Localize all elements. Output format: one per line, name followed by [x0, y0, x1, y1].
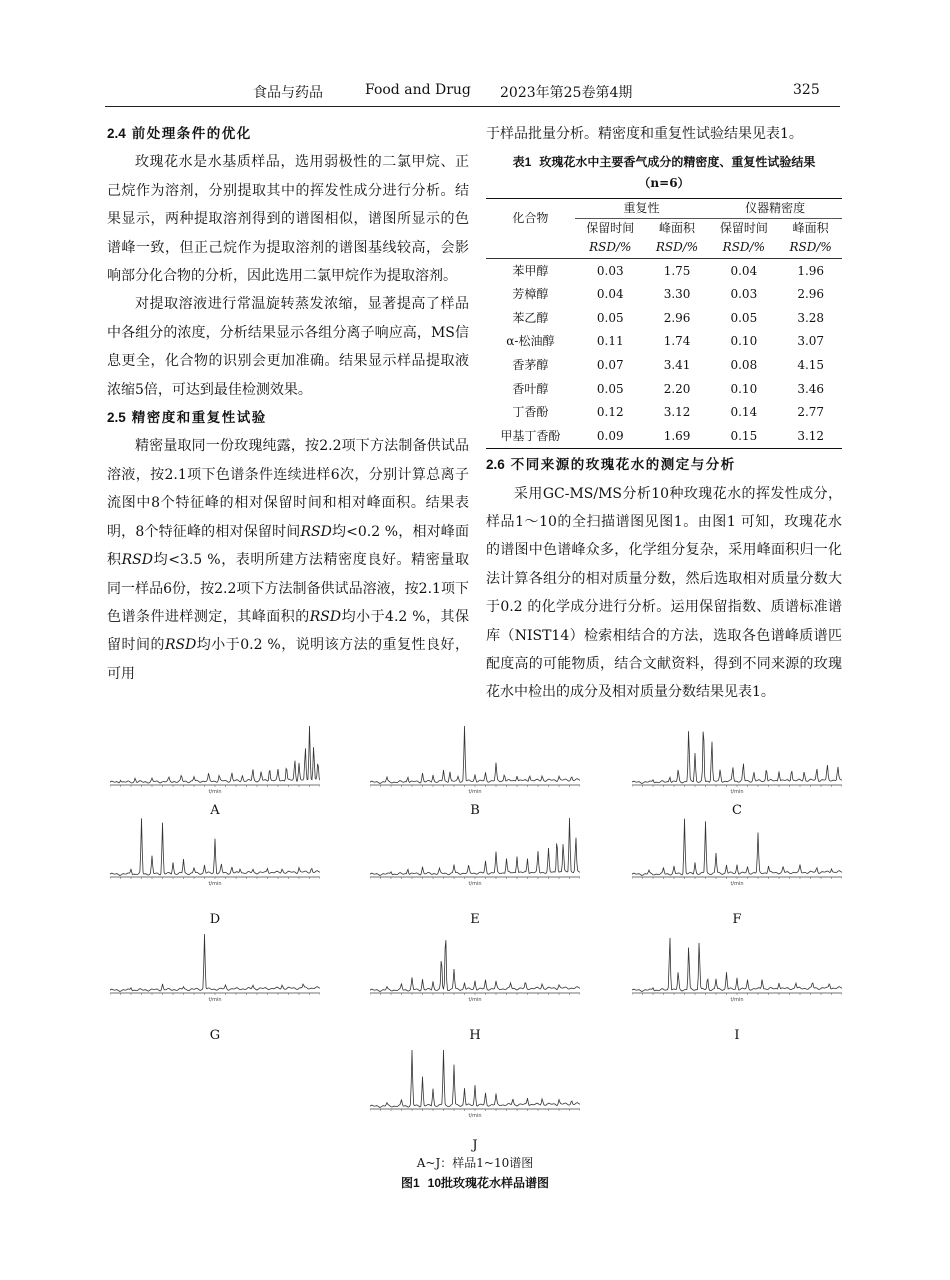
- table-row: [486, 377, 842, 401]
- value-cell: 3.41: [663, 358, 691, 373]
- chromatogram-trace: [370, 726, 580, 783]
- value-cell: 0.08: [730, 358, 758, 373]
- chromatogram-panel: [370, 816, 580, 886]
- chromatogram-panel: [632, 932, 842, 1002]
- compound-name-cell: 苯乙醇: [512, 310, 549, 325]
- value-cell: 1.75: [663, 263, 691, 278]
- value-cell: 0.14: [730, 405, 758, 420]
- col-group-repeatability: 重复性: [575, 199, 709, 219]
- panel-label: I: [734, 1028, 740, 1043]
- compound-name-cell: α-松油醇: [506, 334, 555, 349]
- value-cell: 0.05: [596, 310, 624, 325]
- table-row: [486, 259, 842, 283]
- value-cell: 0.10: [730, 381, 758, 396]
- value-cell: 0.10: [730, 334, 758, 349]
- value-cell: 2.96: [663, 310, 691, 325]
- chromatogram-plot: [370, 932, 580, 1002]
- value-cell: 0.15: [708, 425, 779, 449]
- chromatogram-plot: [110, 724, 320, 794]
- value-cell: 0.12: [596, 405, 624, 420]
- col-header-rt: 保留时间: [586, 221, 635, 236]
- chromatogram-plot: [632, 816, 842, 886]
- value-cell: 0.04: [596, 287, 624, 302]
- chromatogram-plot: [370, 1048, 580, 1118]
- col-header-compound: 化合物: [486, 199, 575, 239]
- running-header: [105, 82, 840, 104]
- table-row: [486, 283, 842, 307]
- table-row: [486, 425, 842, 449]
- col-group-precision: 仪器精密度: [708, 199, 842, 219]
- table-row: [486, 354, 842, 378]
- panel-label: G: [209, 1028, 221, 1043]
- compound-name-cell: 芳樟醇: [512, 287, 549, 302]
- value-cell: 3.28: [797, 310, 825, 325]
- value-cell: 0.07: [596, 358, 624, 373]
- paragraph: 对提取溶液进行常温旋转蒸发浓缩，显著提高了样品中各组分的浓度，分析结果显示各组分离子响应高，MS信息更全，化合物的识别会更加准确。结果显示样品提取液浓缩5倍，可达到最佳检测效果。: [107, 296, 469, 398]
- value-cell: 0.09: [575, 425, 646, 449]
- chromatogram-panel: [632, 724, 842, 794]
- panel-label: H: [469, 1028, 481, 1043]
- chromatogram-plot: [110, 816, 320, 886]
- chromatogram-plot: [632, 724, 842, 794]
- value-cell: 0.05: [730, 310, 758, 325]
- chromatogram-trace: [370, 1050, 580, 1107]
- value-cell: 1.69: [646, 425, 709, 449]
- value-cell: 3.12: [663, 405, 691, 420]
- paragraph-continuation: 于样品批量分析。精密度和重复性试验结果见表1。: [486, 126, 803, 142]
- issue-info: 2023年第25卷第4期: [500, 85, 633, 101]
- x-axis-label: t/min: [468, 997, 482, 1002]
- x-axis-label: t/min: [730, 997, 744, 1002]
- chromatogram-trace: [632, 819, 842, 876]
- chromatogram-plot: [632, 932, 842, 1002]
- value-cell: 3.12: [779, 425, 842, 449]
- col-header-rt: 保留时间: [719, 221, 768, 236]
- table-row: [486, 330, 842, 354]
- x-axis-label: t/min: [208, 997, 222, 1002]
- unit-label: RSD/%: [646, 238, 709, 259]
- chromatogram-trace: [632, 731, 842, 783]
- chromatogram-panel: [370, 932, 580, 1002]
- left-column: [107, 120, 469, 688]
- right-column: [486, 120, 842, 707]
- panel-label: E: [470, 912, 480, 927]
- panel-label: F: [732, 912, 742, 927]
- table-caption: 表1 玫瑰花水中主要香气成分的精密度、重复性试验结果: [512, 155, 816, 170]
- value-cell: 2.20: [663, 381, 691, 396]
- x-axis-label: t/min: [730, 881, 744, 886]
- section-heading-2-5: 2.5 精密度和重复性试验: [107, 410, 267, 427]
- chromatogram-trace: [110, 934, 320, 991]
- value-cell: 1.74: [663, 334, 691, 349]
- section-heading-2-4: 2.4 前处理条件的优化: [107, 126, 252, 142]
- chromatogram-trace: [370, 818, 580, 875]
- compound-name-cell: 苯甲醇: [512, 263, 549, 278]
- col-header-area: 峰面积: [659, 221, 696, 236]
- chromatogram-panel: [110, 932, 320, 1002]
- value-cell: 3.30: [663, 287, 691, 302]
- x-axis-label: t/min: [208, 789, 222, 794]
- col-header-area: 峰面积: [792, 221, 829, 236]
- paragraph: 精密量取同一份玫瑰纯露，按2.2项下方法制备供试品溶液，按2.1项下色谱条件连续进样6次，分别计算总离子流图中8个特征峰的相对保留时间和相对峰面积。结果表明，8个特征峰的相对保留时间RSD均<0.2 %，相对峰面积RSD均<3.5 %，表明所建方法精密度良好。精密量取同一样品6份，按2.2项下方法制备供试品溶液，按2.1项下色谱条件进样测定，其峰面积的RSD均小于4.2 %，其保留时间的RSD均小于0.2 %，说明该方法的重复性良好，可用: [107, 438, 470, 682]
- journal-name-cn: 食品与药品: [253, 85, 323, 101]
- unit-label: RSD/%: [779, 238, 842, 259]
- table-sample-size: （n=6）: [638, 176, 690, 191]
- value-cell: 0.03: [596, 263, 624, 278]
- journal-name-en: Food and Drug: [365, 82, 471, 98]
- page-number: 325: [793, 82, 820, 98]
- section-heading-2-6: 2.6 不同来源的玫瑰花水的测定与分析: [486, 457, 736, 474]
- chromatogram-panel: [370, 1048, 580, 1118]
- table-row: [486, 307, 842, 331]
- table-row: [486, 401, 842, 425]
- x-axis-label: t/min: [468, 1113, 482, 1118]
- value-cell: 4.15: [797, 358, 825, 373]
- paragraph: 采用GC-MS/MS分析10种玫瑰花水的挥发性成分，样品1～10的全扫描谱图见图1。由图1 可知，玫瑰花水的谱图中色谱峰众多，化学组分复杂，采用峰面积归一化法计算各组分的相对质量分数，然后选取相对质量分数大于0.2 的化学成分进行分析。运用保留指数、质谱标准谱库（NIST14）检索相结合的方法，选取各色谱峰质谱匹配度高的可能物质，结合文献资料，得到不同来源的玫瑰花水中检出的成分及相对质量分数结果见表1。: [486, 485, 842, 701]
- compound-name-cell: 香叶醇: [512, 381, 549, 396]
- compound-name-cell: 甲基丁香酚: [486, 425, 575, 449]
- x-axis-label: t/min: [208, 881, 222, 886]
- x-axis-label: t/min: [730, 789, 744, 794]
- chromatogram-plot: [110, 932, 320, 1002]
- figure-subcaption: A~J：样品1~10谱图: [416, 1156, 534, 1170]
- x-axis-label: t/min: [468, 881, 482, 886]
- chromatogram-panel: [110, 816, 320, 886]
- unit-label: RSD/%: [708, 238, 779, 259]
- value-cell: 0.05: [596, 381, 624, 396]
- value-cell: 0.11: [596, 334, 624, 349]
- precision-table: [486, 198, 842, 449]
- figure-caption: 图1 10批玫瑰花水样品谱图: [400, 1176, 550, 1190]
- paragraph: 玫瑰花水是水基质样品，选用弱极性的二氯甲烷、正己烷作为溶剂，分别提取其中的挥发性成分进行分析。结果显示，两种提取溶剂得到的谱图相似，谱图所显示的色谱峰一致，但正己烷作为提取溶剂的谱图基线较高，会影响部分化合物的分析，因此选用二氯甲烷作为提取溶剂。: [107, 154, 469, 285]
- compound-name-cell: 香茅醇: [512, 358, 549, 373]
- chromatogram-panel: [110, 724, 320, 794]
- x-axis-label: t/min: [468, 789, 482, 794]
- panel-label: D: [209, 912, 221, 927]
- chromatogram-trace: [110, 726, 320, 783]
- panel-label: A: [210, 803, 220, 818]
- compound-name-cell: 丁香酚: [512, 405, 549, 420]
- value-cell: 0.03: [730, 287, 758, 302]
- chromatogram-trace: [370, 940, 580, 991]
- header-rule: [105, 106, 840, 107]
- panel-label: J: [472, 1138, 478, 1153]
- chromatogram-trace: [632, 938, 842, 992]
- value-cell: 2.96: [797, 287, 825, 302]
- chromatogram-panel: [632, 816, 842, 886]
- value-cell: 1.96: [797, 263, 825, 278]
- value-cell: 2.77: [797, 405, 825, 420]
- value-cell: 0.04: [730, 263, 758, 278]
- value-cell: 3.07: [797, 334, 825, 349]
- chromatogram-plot: [370, 816, 580, 886]
- value-cell: 3.46: [797, 381, 825, 396]
- chromatogram-trace: [110, 818, 320, 875]
- chromatogram-panel: [370, 724, 580, 794]
- unit-label: RSD/%: [575, 238, 646, 259]
- panel-label: C: [732, 803, 742, 818]
- panel-label: B: [470, 803, 480, 818]
- chromatogram-plot: [370, 724, 580, 794]
